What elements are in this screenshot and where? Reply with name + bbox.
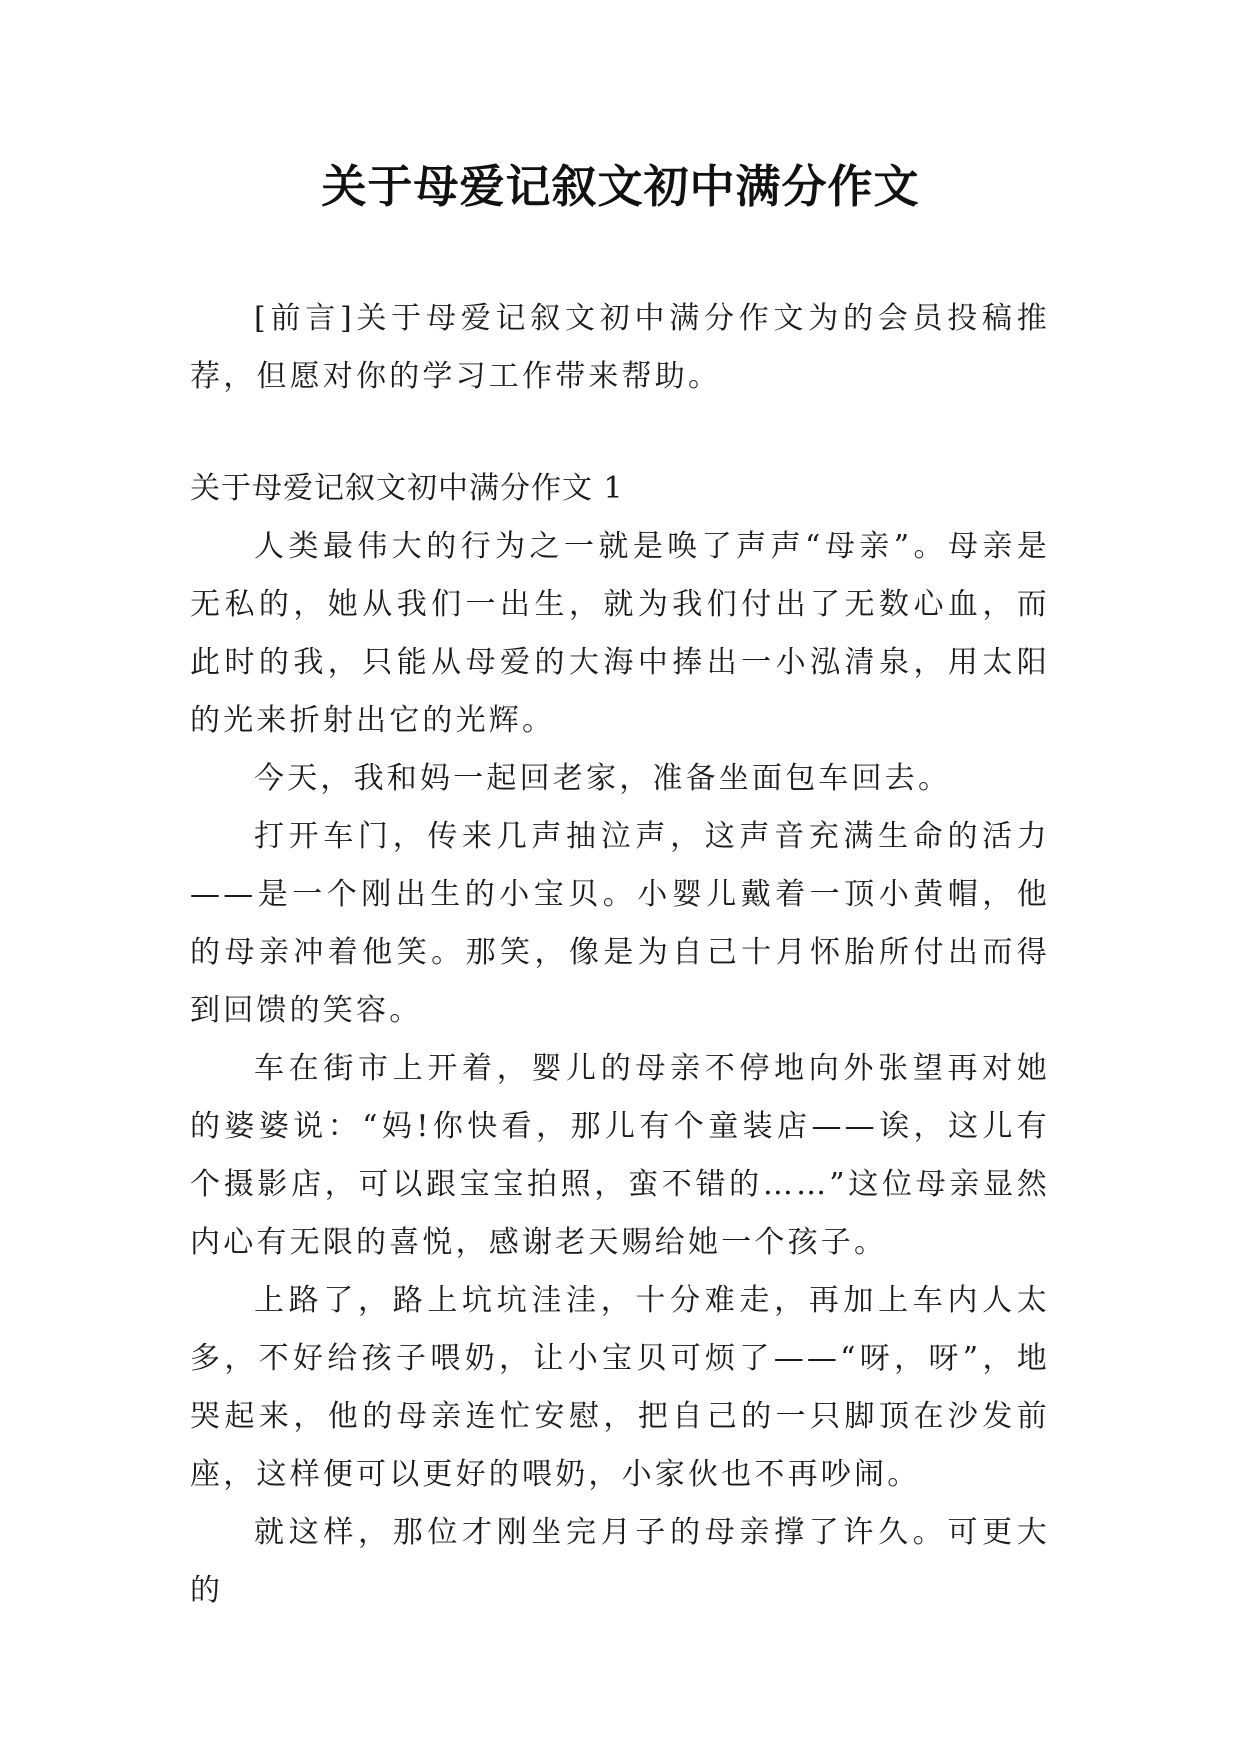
- body-paragraph: 人类最伟大的行为之一就是唤了声声“母亲”。母亲是无私的，她从我们一出生，就为我们付出了无数心血，而此时的我，只能从母爱的大海中捧出一小泓清泉，用太阳的光来折射出它的光辉。: [190, 529, 1050, 738]
- document-title: 关于母爱记叙文初中满分作文: [321, 160, 920, 213]
- body-paragraph: 今天，我和妈一起回老家，准备坐面包车回去。: [254, 761, 952, 796]
- section-heading: 关于母爱记叙文初中满分作文 1: [190, 471, 624, 506]
- body-paragraph: 车在街市上开着，婴儿的母亲不停地向外张望再对她的婆婆说：“妈!你快看，那儿有个童装店——诶，这儿有个摄影店，可以跟宝宝拍照，蛮不错的……”这位母亲显然内心有无限的喜悦，感谢老天赐给她一个孩子。: [190, 1051, 1050, 1260]
- body-paragraph: 就这样，那位才刚坐完月子的母亲撑了许久。可更大的: [190, 1515, 1050, 1608]
- body-paragraph: 上路了，路上坑坑洼洼，十分难走，再加上车内人太多，不好给孩子喂奶，让小宝贝可烦了——“呀，呀”，地哭起来，他的母亲连忙安慰，把自己的一只脚顶在沙发前座，这样便可以更好的喂奶，小家伙也不再吵闹。: [190, 1283, 1050, 1492]
- document-body: [190, 290, 1050, 1620]
- preface-paragraph: [前言]关于母爱记叙文初中满分作文为的会员投稿推荐，但愿对你的学习工作带来帮助。: [190, 301, 1050, 394]
- body-paragraph: 打开车门，传来几声抽泣声，这声音充满生命的活力——是一个刚出生的小宝贝。小婴儿戴着一顶小黄帽，他的母亲冲着他笑。那笑，像是为自己十月怀胎所付出而得到回馈的笑容。: [190, 819, 1050, 1028]
